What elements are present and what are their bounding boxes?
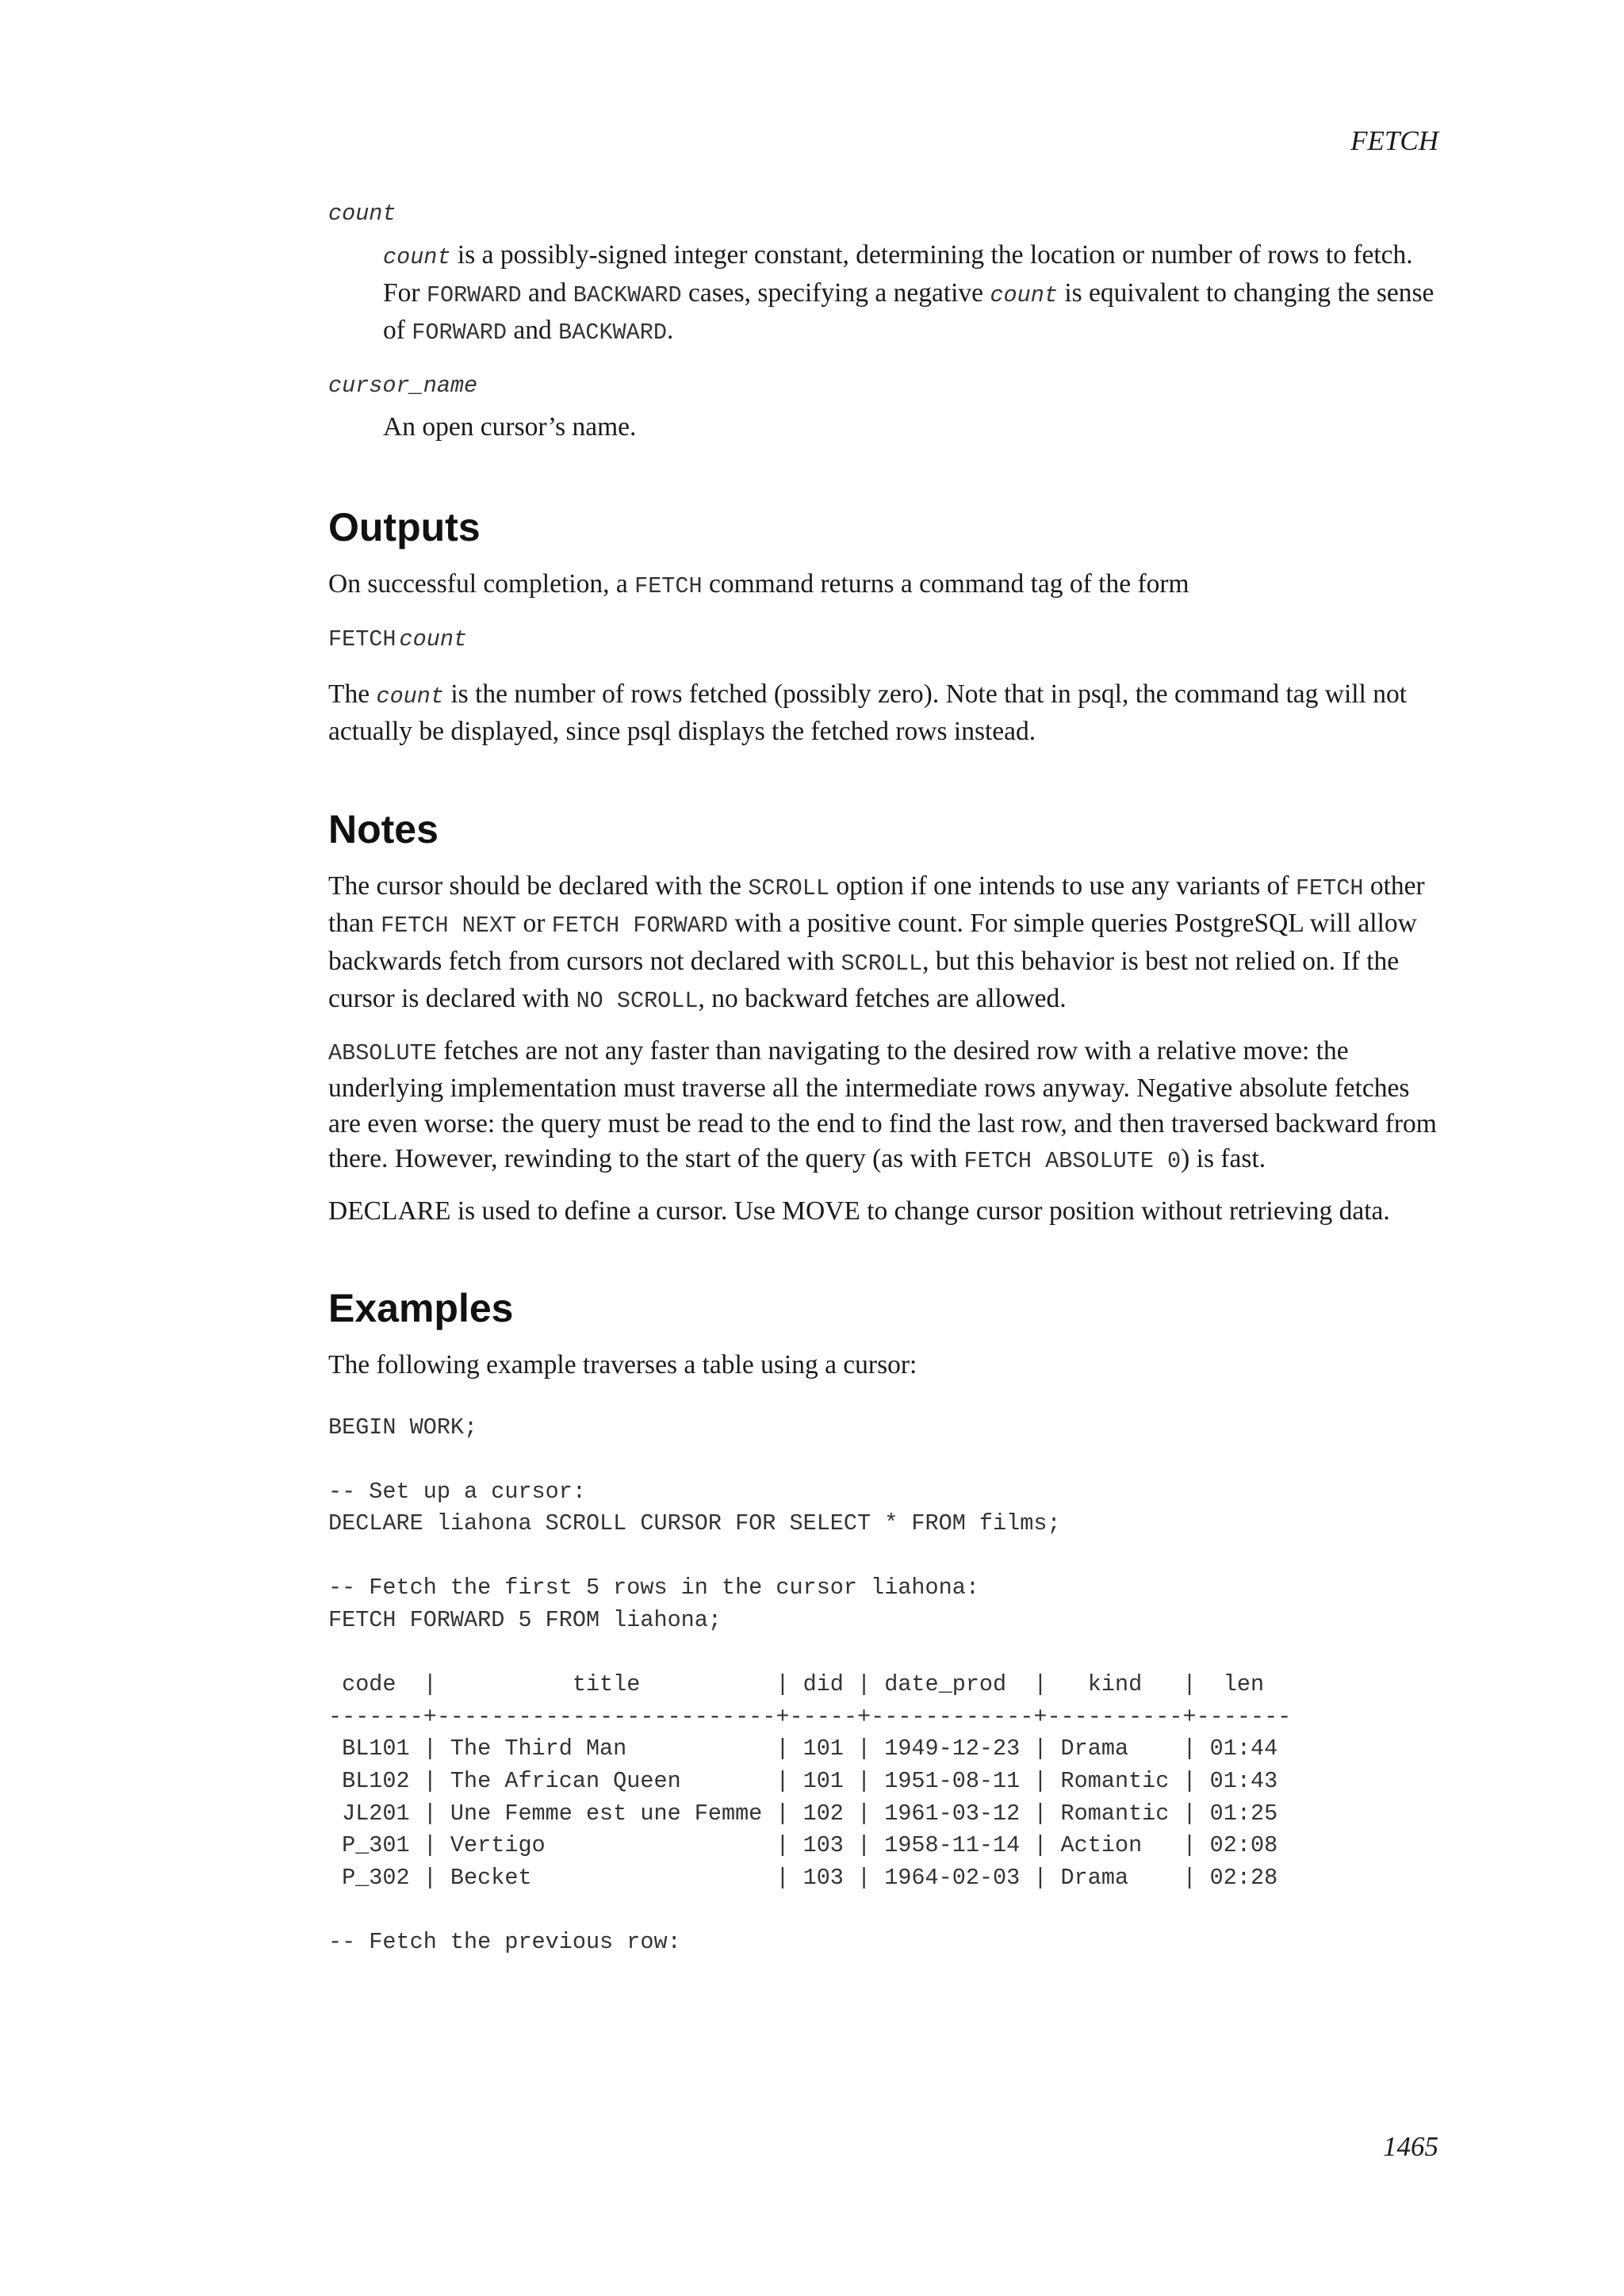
code-literal: NO SCROLL xyxy=(576,988,699,1014)
examples-intro: The following example traverses a table using a cursor: xyxy=(328,1350,917,1380)
code-literal: SCROLL xyxy=(748,874,829,901)
code-literal: FETCH FORWARD xyxy=(551,913,729,939)
code-literal: FETCH xyxy=(634,573,703,599)
outputs-intro: On successful completion, a FETCH command returns a command tag of the form xyxy=(328,569,1189,599)
examples-section xyxy=(328,1284,1438,1959)
code-literal: FETCH ABSOLUTE 0 xyxy=(963,1148,1182,1174)
outputs-explanation: The count is the number of rows fetched (possibly zero). Note that in psql, the command tag will not actually be displayed, since psql displays the fetched rows instead. xyxy=(328,679,1408,746)
parameter-term-cursor-name: cursor_name xyxy=(328,372,478,399)
notes-paragraph-3: DECLARE is used to define a cursor. Use MOVE to change cursor position without retrieving data. xyxy=(328,1196,1390,1226)
code-literal: SCROLL xyxy=(841,950,923,977)
command-tag-arg: count xyxy=(399,626,468,652)
parameter-term-count: count xyxy=(328,201,396,227)
code-literal: FETCH xyxy=(1295,874,1364,901)
outputs-section xyxy=(328,503,1438,750)
parameter-ref: count xyxy=(376,683,444,710)
code-literal: FETCH NEXT xyxy=(381,913,517,939)
parameter-def-count: count is a possibly-signed integer constant, determining the location or number of rows to fetch. For FORWARD and BACKWARD cases, specifying a negative count is equivalent to changing the sense of FORWARD and BACKWARD. xyxy=(383,240,1434,346)
command-tag-keyword: FETCH xyxy=(328,626,396,652)
code-literal: FORWARD xyxy=(426,281,522,308)
notes-heading: Notes xyxy=(328,806,439,851)
outputs-heading: Outputs xyxy=(328,505,481,549)
notes-paragraph-1: The cursor should be declared with the SCROLL option if one intends to use any variants of FETCH other than FETCH NEXT or FETCH FORWARD with a positive count. For simple queries PostgreSQL will allow backwards fetch from cursors not declared with SCROLL, but this behavior is best not relied on. If the cursor is declared with NO SCROLL, no backward fetches are allowed. xyxy=(328,871,1425,1014)
code-literal: ABSOLUTE xyxy=(328,1039,437,1066)
page-number: 1465 xyxy=(1383,2131,1438,2162)
parameter-ref: count xyxy=(990,281,1058,308)
example-code-block: BEGIN WORK; -- Set up a cursor: DECLARE liahona SCROLL CURSOR FOR SELECT * FROM films; -- Fetch the first 5 rows in the cursor liahona: FETCH FORWARD 5 FROM liahona; code | title | did | date_prod | kind | len -------+-------------------------+-----+------------+----------+------- BL101 | The Third Man | 101 | 1949-12-23 | Drama | 01:44 BL102 | The African Queen | 101 | 1951-08-11 | Romantic | 01:43 JL201 | Une Femme est une Femme | 102 | 1961-03-12 | Romantic | 01:25 P_301 | Vertigo | 103 | 1958-11-14 | Action | 02:08 P_302 | Becket | 103 | 1964-02-03 | Drama | 02:28 -- Fetch the previous row: xyxy=(328,1414,1292,1955)
running-header: FETCH xyxy=(1350,125,1438,156)
page-content xyxy=(328,197,1438,1959)
notes-paragraph-2: ABSOLUTE fetches are not any faster than navigating to the desired row with a relative move: the underlying implementation must traverse all the intermediate rows anyway. Negative absolute fetches are even worse: the query must be read to the end to find the last row, and then traversed backward from there. However, rewinding to the start of the query (as with FETCH ABSOLUTE 0) is fast. xyxy=(328,1035,1437,1174)
parameter-list xyxy=(328,197,1438,445)
code-literal: FORWARD xyxy=(412,320,508,346)
parameter-def-cursor-name: An open cursor’s name. xyxy=(383,411,637,442)
code-literal: BACKWARD xyxy=(558,320,667,346)
command-tag xyxy=(328,624,1438,658)
examples-heading: Examples xyxy=(328,1286,514,1330)
parameter-ref: count xyxy=(383,244,451,270)
code-literal: BACKWARD xyxy=(573,281,682,308)
notes-section xyxy=(328,806,1438,1230)
